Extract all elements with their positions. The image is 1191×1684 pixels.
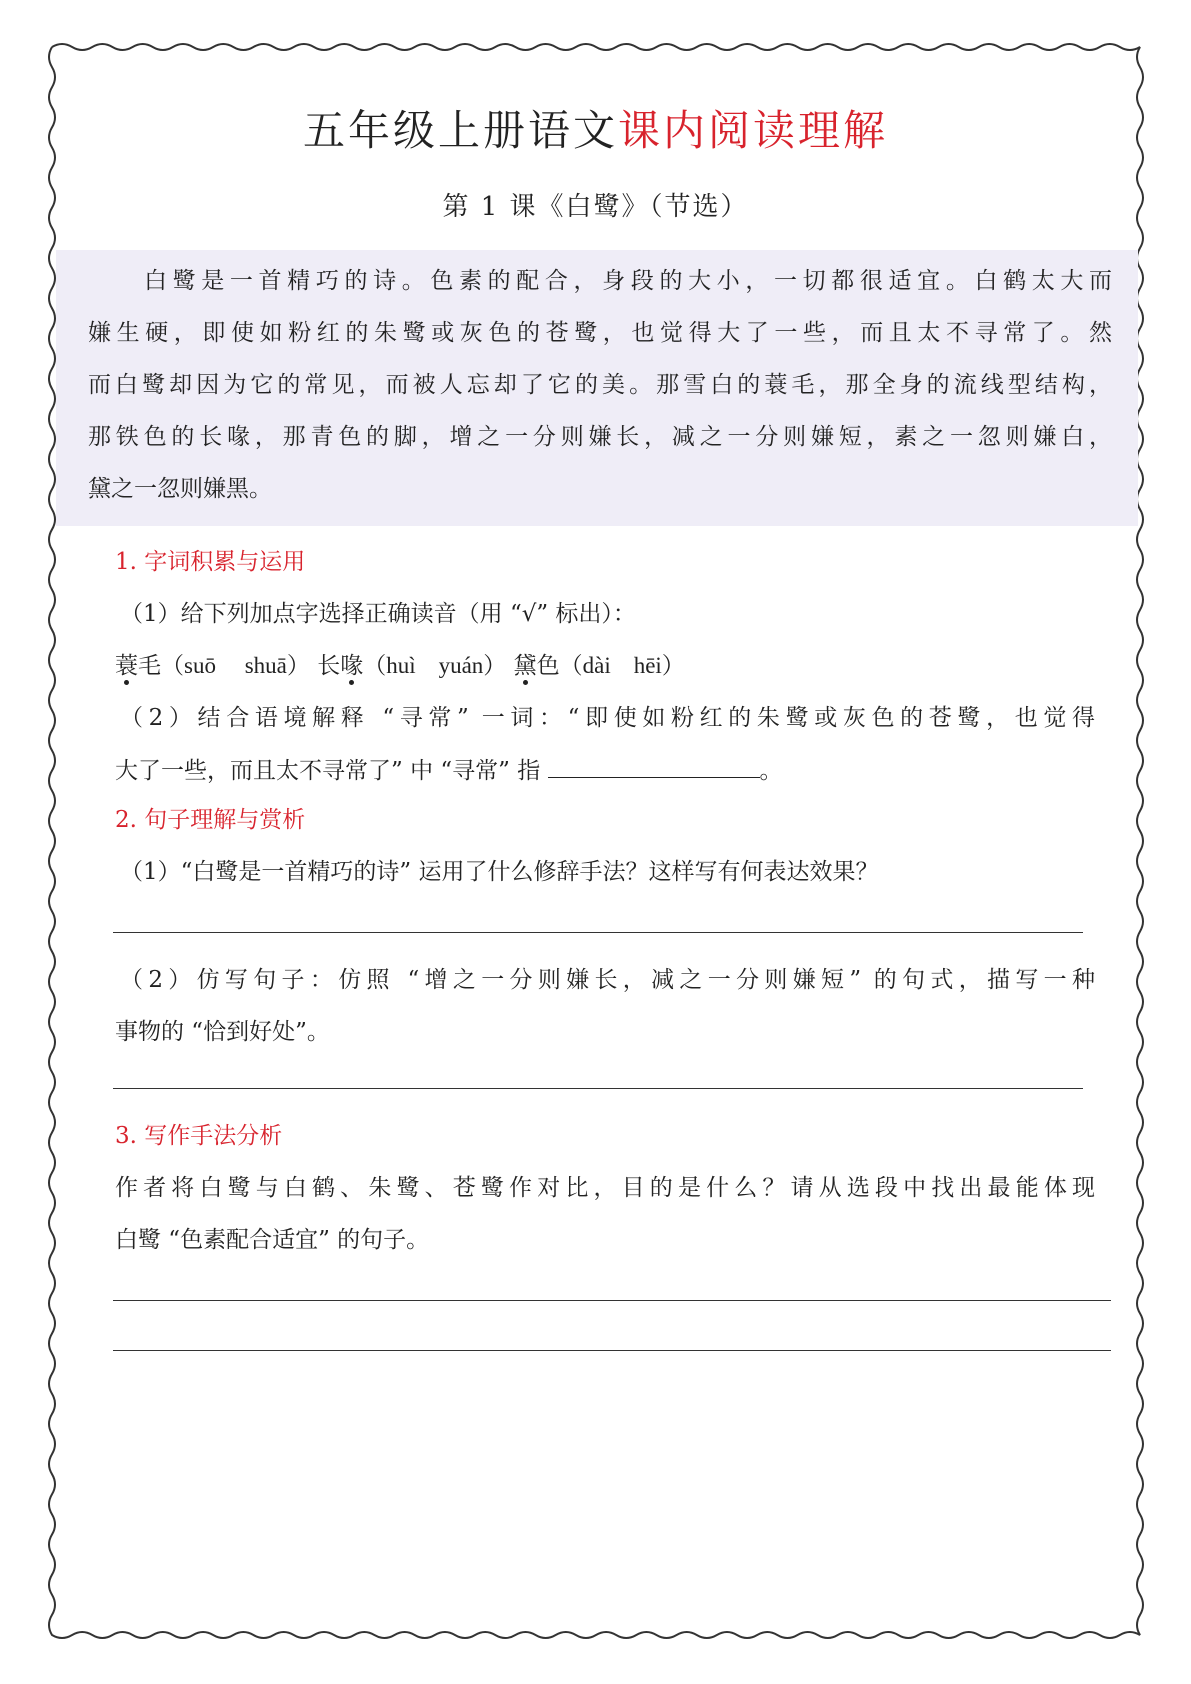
lesson-subtitle: 第 1 课《白鹭》（节选） bbox=[442, 192, 749, 222]
pinyin-option[interactable]: （dài hēi） bbox=[559, 653, 685, 678]
passage-line: 黛之一忽则嫌黑。 bbox=[88, 476, 272, 502]
dotted-char: 黛 bbox=[513, 653, 537, 679]
answer-blank[interactable] bbox=[548, 755, 760, 778]
period: 。 bbox=[759, 758, 783, 784]
answer-line[interactable] bbox=[113, 932, 1083, 933]
question-text bbox=[115, 755, 783, 786]
section-heading: 3. 写作手法分析 bbox=[115, 1123, 283, 1149]
question-text: 大了一些，而且太不寻常了” 中 “寻常” 指 bbox=[115, 758, 541, 784]
pinyin-option[interactable]: （huì yuán） bbox=[363, 653, 507, 678]
question-text: 作者将白鹭与白鹤、朱鹭、苍鹭作对比，目的是什么？请从选段中找出最能体现 bbox=[115, 1175, 1095, 1201]
question-text: 事物的 “恰到好处”。 bbox=[115, 1019, 330, 1045]
section-heading: 1. 字词积累与运用 bbox=[115, 549, 306, 575]
dotted-char: 喙 bbox=[340, 653, 364, 679]
passage-line: 嫌生硬，即使如粉红的朱鹭或灰色的苍鹭，也觉得大了一些，而且太不寻常了。然 bbox=[88, 320, 1112, 346]
pinyin-option[interactable]: （suō shuā） bbox=[161, 653, 310, 678]
answer-line[interactable] bbox=[113, 1088, 1083, 1089]
passage-line: 那铁色的长喙，那青色的脚，增之一分则嫌长，减之一分则嫌短，素之一忽则嫌白， bbox=[88, 424, 1112, 450]
title-black: 五年级上册语文 bbox=[302, 106, 618, 155]
question-text: 白鹭 “色素配合适宜” 的句子。 bbox=[115, 1227, 430, 1253]
answer-line[interactable] bbox=[113, 1350, 1111, 1351]
question-text: （1）给下列加点字选择正确读音（用 “√” 标出）： bbox=[120, 601, 636, 627]
word-rest: 长 bbox=[317, 653, 341, 679]
title-red: 课内阅读理解 bbox=[618, 106, 889, 155]
word-rest: 毛 bbox=[138, 653, 161, 679]
answer-line[interactable] bbox=[113, 1300, 1111, 1301]
question-text: （2）结合语境解释 “寻常” 一词：“即使如粉红的朱鹭或灰色的苍鹭，也觉得 bbox=[120, 705, 1095, 731]
section-heading: 2. 句子理解与赏析 bbox=[115, 807, 306, 833]
passage-line: 白鹭是一首精巧的诗。色素的配合，身段的大小，一切都很适宜。白鹤太大而 bbox=[144, 268, 1112, 294]
pinyin-choices bbox=[115, 651, 685, 681]
passage-line: 而白鹭却因为它的常见，而被人忘却了它的美。那雪白的蓑毛，那全身的流线型结构， bbox=[88, 372, 1112, 398]
question-text: （2）仿写句子：仿照 “增之一分则嫌长，减之一分则嫌短” 的句式，描写一种 bbox=[120, 967, 1095, 993]
page-title bbox=[0, 98, 1191, 158]
word-rest: 色 bbox=[536, 653, 560, 679]
question-text: （1）“白鹭是一首精巧的诗” 运用了什么修辞手法？这样写有何表达效果？ bbox=[120, 859, 879, 885]
dotted-char: 蓑 bbox=[115, 653, 138, 679]
